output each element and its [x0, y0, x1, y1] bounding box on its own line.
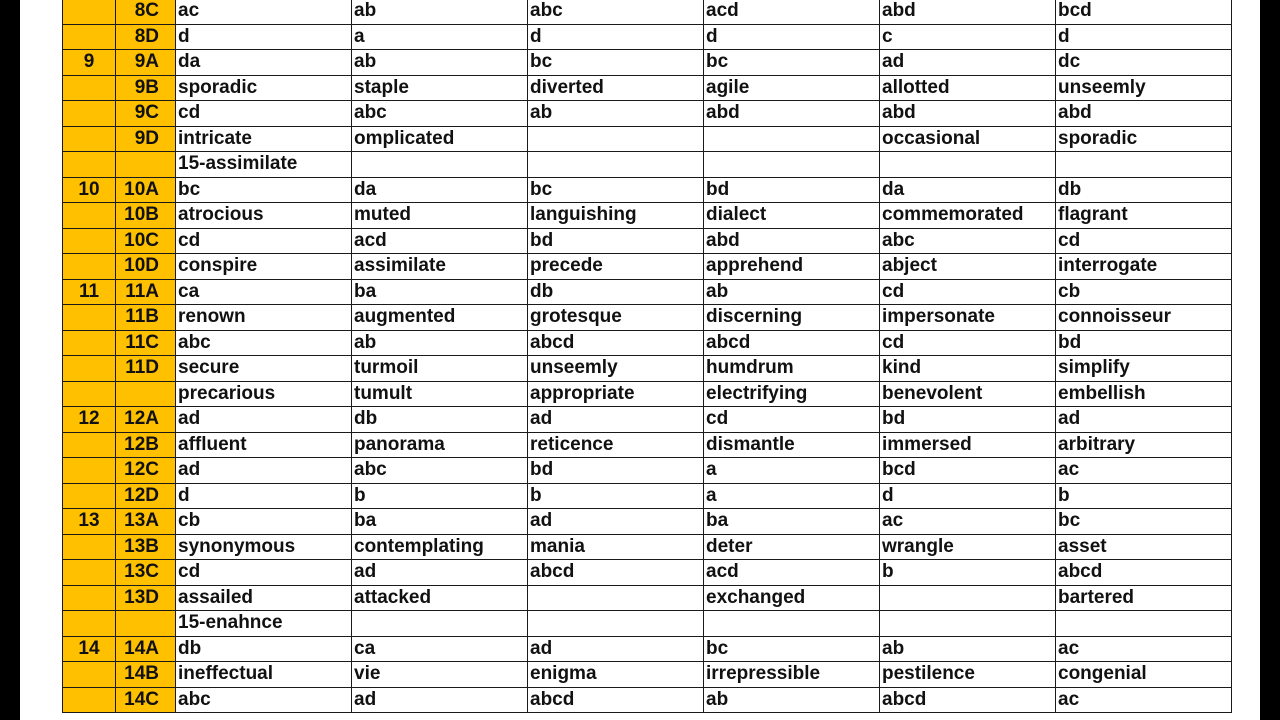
answer-cell: ab [880, 636, 1056, 662]
unit-number-cell [63, 203, 116, 229]
section-label-cell: 10A [116, 177, 176, 203]
unit-number-cell: 10 [63, 177, 116, 203]
table-row [63, 636, 1232, 662]
section-label-cell: 10C [116, 228, 176, 254]
unit-number-cell: 14 [63, 636, 116, 662]
unit-number-cell: 11 [63, 279, 116, 305]
answer-cell: ac [176, 0, 352, 24]
answer-cell: vie [352, 662, 528, 688]
answer-cell: turmoil [352, 356, 528, 382]
unit-number-cell [63, 560, 116, 586]
answer-cell: ca [352, 636, 528, 662]
section-label-cell: 14C [116, 687, 176, 713]
answer-cell: acd [704, 0, 880, 24]
answer-cell: d [176, 483, 352, 509]
unit-number-cell [63, 662, 116, 688]
table-row [63, 126, 1232, 152]
answer-cell: ac [1056, 636, 1232, 662]
answer-cell: allotted [880, 75, 1056, 101]
answer-cell: ad [352, 560, 528, 586]
section-label-cell: 13C [116, 560, 176, 586]
answer-cell: ba [352, 279, 528, 305]
answer-cell: d [880, 483, 1056, 509]
answer-cell: abd [880, 0, 1056, 24]
unit-number-cell: 13 [63, 509, 116, 535]
answer-cell: abc [880, 228, 1056, 254]
answer-cell: omplicated [352, 126, 528, 152]
answer-cell: agile [704, 75, 880, 101]
answer-cell: abcd [528, 687, 704, 713]
answer-cell: bc [176, 177, 352, 203]
document-page [20, 0, 1260, 720]
answer-cell: embellish [1056, 381, 1232, 407]
answer-cell: electrifying [704, 381, 880, 407]
answer-cell: abcd [1056, 560, 1232, 586]
section-label-cell: 11C [116, 330, 176, 356]
answer-cell: ineffectual [176, 662, 352, 688]
answer-cell: arbitrary [1056, 432, 1232, 458]
answer-cell: intricate [176, 126, 352, 152]
unit-number-cell [63, 687, 116, 713]
answer-cell: abject [880, 254, 1056, 280]
answer-cell: humdrum [704, 356, 880, 382]
answer-cell: db [352, 407, 528, 433]
answer-cell: b [352, 483, 528, 509]
answer-cell [352, 611, 528, 637]
answer-cell: acd [704, 560, 880, 586]
table-row [63, 662, 1232, 688]
answer-cell: ad [176, 458, 352, 484]
unit-number-cell [63, 330, 116, 356]
answer-cell: a [704, 483, 880, 509]
answer-cell: ad [176, 407, 352, 433]
table-row [63, 687, 1232, 713]
section-label-cell [116, 611, 176, 637]
table-row [63, 254, 1232, 280]
answer-cell: precarious [176, 381, 352, 407]
table-row [63, 101, 1232, 127]
table-row [63, 560, 1232, 586]
unit-number-cell [63, 101, 116, 127]
section-label-cell: 13D [116, 585, 176, 611]
answer-cell: bd [1056, 330, 1232, 356]
answer-cell: d [528, 24, 704, 50]
answer-cell: bd [704, 177, 880, 203]
unit-number-cell [63, 126, 116, 152]
answer-cell: b [528, 483, 704, 509]
answer-cell [880, 152, 1056, 178]
answer-cell: abc [352, 458, 528, 484]
answer-cell: ad [528, 407, 704, 433]
answer-cell: irrepressible [704, 662, 880, 688]
answer-cell: diverted [528, 75, 704, 101]
answer-cell: connoisseur [1056, 305, 1232, 331]
answer-cell: abc [176, 330, 352, 356]
answer-cell: impersonate [880, 305, 1056, 331]
table-row [63, 305, 1232, 331]
unit-number-cell [63, 152, 116, 178]
table-row [63, 534, 1232, 560]
answer-cell: abc [176, 687, 352, 713]
answer-cell: a [704, 458, 880, 484]
answer-cell: interrogate [1056, 254, 1232, 280]
answer-cell: affluent [176, 432, 352, 458]
unit-number-cell [63, 254, 116, 280]
answer-cell: abd [704, 228, 880, 254]
answer-cell: languishing [528, 203, 704, 229]
answer-cell: mania [528, 534, 704, 560]
unit-number-cell [63, 534, 116, 560]
answer-cell: unseemly [528, 356, 704, 382]
answer-cell: ad [1056, 407, 1232, 433]
answer-cell: bc [528, 177, 704, 203]
answer-cell: a [352, 24, 528, 50]
answer-cell: ab [352, 0, 528, 24]
answer-cell: db [176, 636, 352, 662]
answer-cell: cd [1056, 228, 1232, 254]
unit-number-cell [63, 458, 116, 484]
answer-cell: d [704, 24, 880, 50]
answer-cell [1056, 611, 1232, 637]
section-label-cell: 9A [116, 50, 176, 76]
section-label-cell: 13B [116, 534, 176, 560]
answer-cell: grotesque [528, 305, 704, 331]
section-label-cell: 10D [116, 254, 176, 280]
answer-cell: abc [528, 0, 704, 24]
answer-cell: ac [880, 509, 1056, 535]
table-row [63, 0, 1232, 24]
section-label-cell: 12C [116, 458, 176, 484]
answer-cell: cd [176, 228, 352, 254]
answer-cell: occasional [880, 126, 1056, 152]
table-row [63, 75, 1232, 101]
answer-cell: c [880, 24, 1056, 50]
unit-number-cell [63, 228, 116, 254]
answer-cell: abcd [704, 330, 880, 356]
answer-cell: cd [176, 560, 352, 586]
answer-cell: dismantle [704, 432, 880, 458]
unit-number-cell [63, 356, 116, 382]
unit-number-cell [63, 0, 116, 24]
unit-number-cell: 12 [63, 407, 116, 433]
answer-cell: cd [880, 279, 1056, 305]
table-row [63, 381, 1232, 407]
answer-cell: congenial [1056, 662, 1232, 688]
unit-number-cell: 9 [63, 50, 116, 76]
answer-cell: wrangle [880, 534, 1056, 560]
table-row [63, 279, 1232, 305]
answer-cell: ab [704, 687, 880, 713]
unit-number-cell [63, 305, 116, 331]
answer-cell: ab [352, 50, 528, 76]
section-label-cell: 12A [116, 407, 176, 433]
answer-cell: deter [704, 534, 880, 560]
answer-cell: abcd [528, 560, 704, 586]
answer-cell [528, 126, 704, 152]
answer-cell: conspire [176, 254, 352, 280]
answer-cell: dialect [704, 203, 880, 229]
answer-cell: apprehend [704, 254, 880, 280]
table-row [63, 458, 1232, 484]
answer-cell: benevolent [880, 381, 1056, 407]
answer-key-table [62, 0, 1232, 713]
unit-number-cell [63, 24, 116, 50]
answer-cell: contemplating [352, 534, 528, 560]
answer-cell: staple [352, 75, 528, 101]
unit-number-cell [63, 483, 116, 509]
unit-number-cell [63, 75, 116, 101]
answer-cell: ad [352, 687, 528, 713]
answer-cell: b [1056, 483, 1232, 509]
answer-cell: pestilence [880, 662, 1056, 688]
table-row [63, 330, 1232, 356]
answer-cell: unseemly [1056, 75, 1232, 101]
answer-cell [352, 152, 528, 178]
answer-cell: precede [528, 254, 704, 280]
section-label-cell: 12B [116, 432, 176, 458]
section-label-cell: 8C [116, 0, 176, 24]
table-row [63, 152, 1232, 178]
answer-cell: atrocious [176, 203, 352, 229]
answer-cell: secure [176, 356, 352, 382]
answer-cell: immersed [880, 432, 1056, 458]
answer-cell: abc [352, 101, 528, 127]
section-label-cell: 11A [116, 279, 176, 305]
answer-cell: cb [1056, 279, 1232, 305]
answer-cell: asset [1056, 534, 1232, 560]
table-row [63, 50, 1232, 76]
answer-cell: bd [880, 407, 1056, 433]
answer-cell: abcd [528, 330, 704, 356]
unit-number-cell [63, 381, 116, 407]
section-label-cell: 11B [116, 305, 176, 331]
table-row [63, 483, 1232, 509]
section-label-cell: 14B [116, 662, 176, 688]
answer-cell: da [880, 177, 1056, 203]
answer-cell: simplify [1056, 356, 1232, 382]
answer-cell: bartered [1056, 585, 1232, 611]
unit-number-cell [63, 611, 116, 637]
table-row [63, 203, 1232, 229]
answer-cell [880, 585, 1056, 611]
answer-cell: ac [1056, 687, 1232, 713]
answer-cell: cd [176, 101, 352, 127]
table-row [63, 432, 1232, 458]
answer-cell: cd [704, 407, 880, 433]
answer-cell: dc [1056, 50, 1232, 76]
answer-cell: bcd [880, 458, 1056, 484]
answer-cell: abcd [880, 687, 1056, 713]
answer-cell: augmented [352, 305, 528, 331]
answer-cell: ad [880, 50, 1056, 76]
answer-cell: bd [528, 228, 704, 254]
table-row [63, 228, 1232, 254]
section-label-cell: 9C [116, 101, 176, 127]
answer-cell: da [352, 177, 528, 203]
answer-cell: bcd [1056, 0, 1232, 24]
answer-cell: kind [880, 356, 1056, 382]
answer-cell: d [176, 24, 352, 50]
answer-cell [704, 152, 880, 178]
section-label-cell [116, 152, 176, 178]
answer-cell: enigma [528, 662, 704, 688]
answer-cell: cd [880, 330, 1056, 356]
answer-cell: 15-assimilate [176, 152, 352, 178]
answer-cell: bc [704, 636, 880, 662]
answer-cell: ab [528, 101, 704, 127]
answer-cell: db [528, 279, 704, 305]
table-row [63, 177, 1232, 203]
answer-cell: abd [704, 101, 880, 127]
unit-number-cell [63, 432, 116, 458]
answer-cell: b [880, 560, 1056, 586]
answer-cell: muted [352, 203, 528, 229]
answer-cell: synonymous [176, 534, 352, 560]
answer-cell: acd [352, 228, 528, 254]
answer-cell: renown [176, 305, 352, 331]
answer-cell: ba [352, 509, 528, 535]
answer-cell: ba [704, 509, 880, 535]
answer-cell: cb [176, 509, 352, 535]
answer-cell [704, 126, 880, 152]
answer-cell: attacked [352, 585, 528, 611]
answer-cell [1056, 152, 1232, 178]
section-label-cell: 9B [116, 75, 176, 101]
answer-cell: bc [1056, 509, 1232, 535]
answer-cell: bc [704, 50, 880, 76]
section-label-cell: 8D [116, 24, 176, 50]
answer-cell [880, 611, 1056, 637]
answer-cell: ad [528, 636, 704, 662]
section-label-cell: 9D [116, 126, 176, 152]
answer-cell: panorama [352, 432, 528, 458]
answer-cell [704, 611, 880, 637]
answer-cell: exchanged [704, 585, 880, 611]
answer-cell: commemorated [880, 203, 1056, 229]
table-row [63, 509, 1232, 535]
answer-cell: assimilate [352, 254, 528, 280]
unit-number-cell [63, 585, 116, 611]
section-label-cell: 11D [116, 356, 176, 382]
answer-cell: d [1056, 24, 1232, 50]
answer-cell: abd [880, 101, 1056, 127]
answer-cell: tumult [352, 381, 528, 407]
table-row [63, 356, 1232, 382]
answer-cell [528, 611, 704, 637]
answer-cell: abd [1056, 101, 1232, 127]
section-label-cell: 10B [116, 203, 176, 229]
answer-cell: assailed [176, 585, 352, 611]
answer-cell [528, 585, 704, 611]
answer-cell: da [176, 50, 352, 76]
section-label-cell: 14A [116, 636, 176, 662]
answer-cell: reticence [528, 432, 704, 458]
section-label-cell [116, 381, 176, 407]
answer-cell: flagrant [1056, 203, 1232, 229]
answer-cell: 15-enahnce [176, 611, 352, 637]
table-row [63, 611, 1232, 637]
answer-cell: ab [704, 279, 880, 305]
table-row [63, 407, 1232, 433]
section-label-cell: 13A [116, 509, 176, 535]
answer-cell: ad [528, 509, 704, 535]
answer-cell: discerning [704, 305, 880, 331]
answer-cell: bc [528, 50, 704, 76]
section-label-cell: 12D [116, 483, 176, 509]
answer-cell: bd [528, 458, 704, 484]
answer-cell [528, 152, 704, 178]
answer-cell: appropriate [528, 381, 704, 407]
table-row [63, 24, 1232, 50]
answer-cell: ca [176, 279, 352, 305]
answer-cell: sporadic [176, 75, 352, 101]
answer-cell: ab [352, 330, 528, 356]
answer-cell: db [1056, 177, 1232, 203]
answer-cell: ac [1056, 458, 1232, 484]
table-row [63, 585, 1232, 611]
answer-cell: sporadic [1056, 126, 1232, 152]
